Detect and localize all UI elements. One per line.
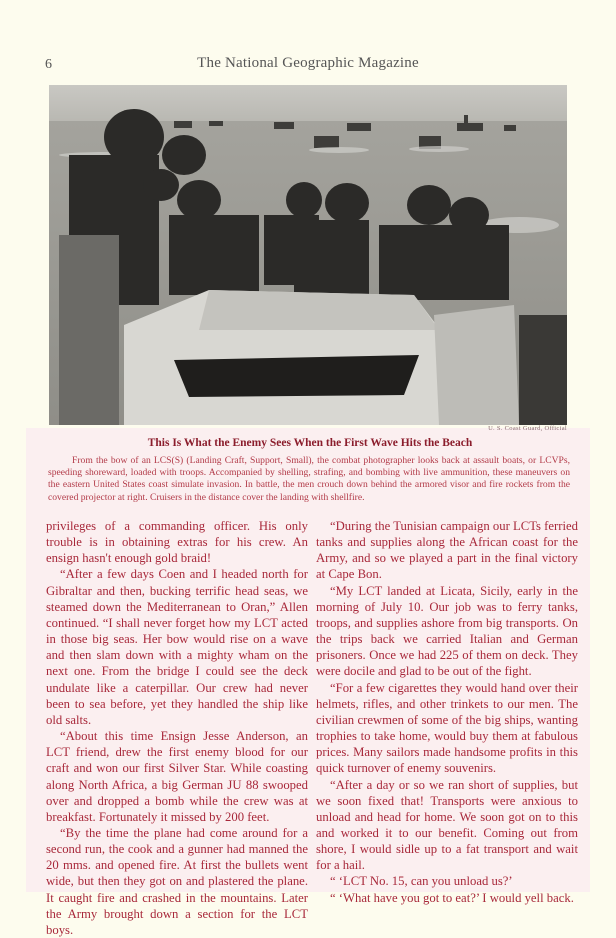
text-column-right (316, 518, 578, 906)
photo-illustration (49, 85, 567, 425)
photograph-landing-craft (49, 85, 567, 425)
paragraph: “About this time Ensign Jesse Anderson, an LCT friend, drew the first enemy blood for our craft and won our first Silver Star. While coasting along North Africa, a big German JU 88 swooped over and dropped a bomb while the crew was at breakfast. Fortunately it missed by 200 feet. (46, 729, 308, 824)
running-head: The National Geographic Magazine (197, 55, 419, 71)
paragraph: “My LCT landed at Licata, Sicily, early in the morning of July 10. Our job was to ferry tanks, troops, and supplies ashore from big transports. On the trips back we carried Italian and German prisoners. Once we had 225 of them on deck. They were docile and glad to be out of the fight. (316, 583, 578, 679)
paragraph: “ ‘LCT No. 15, can you unload us?’ (330, 874, 513, 889)
paragraph: “During the Tunisian campaign our LCTs ferried tanks and supplies along the African coast for the Army, and so we played a part in the final victory at Cape Bon. (316, 519, 578, 582)
photo-credit: U. S. Coast Guard, Official (488, 425, 567, 432)
text-column-left (46, 518, 308, 938)
caption-body: From the bow of an LCS(S) (Landing Craft, Support, Small), the combat photographer looks back at assault boats, or LCVPs, speeding shoreward, loaded with troops. Accompanied by shelling, strafing, and bombing with live ammunition, these maneuvers on the eastern United States coast simulate invasion. In battle, the men crouch down behind the armored visor and fire rockets from the covered projector at right. Cruisers in the distance cover the landing with shellfire. (48, 455, 570, 503)
paragraph: “After a day or so we ran short of supplies, but we soon fixed that! Transports were anxious to unload and head for home. We soon got on to this and worked it to our benefit. Coming out from shore, I would sidle up to a fat transport and wait for a hail. (316, 777, 578, 873)
armored-visor (124, 290, 567, 425)
page-number: 6 (45, 57, 52, 72)
paragraph: privileges of a commanding officer. His only trouble is in obtaining extras for his crew. An ensign hasn't enough gold braid! (46, 519, 308, 566)
paragraph: “ ‘What have you got to eat?’ I would yell back. (330, 890, 574, 905)
caption-title: This Is What the Enemy Sees When the First Wave Hits the Beach (147, 437, 473, 449)
paragraph: “After a few days Coen and I headed north for Gibraltar and then, bucking terrific head seas, we steamed down the Mediterranean to Oran,” Allen continued. “I shall never forget how my LCT acted in those big seas. Her bow would rise on a wave and then slam down with a mighty wham on the next one. From the bridge I could see the deck undulate like a caterpillar. Our crew had never been to sea before, yet they handled the ship like old salts. (46, 567, 308, 727)
paragraph: “For a few cigarettes they would hand over their helmets, rifles, and other trinkets to our men. The civilian crewmen of some of the big ships, wanting trophies to take home, would buy them at fabulous prices. Many sailors made handsome profits in this quick turnover of enemy souvenirs. (316, 680, 578, 776)
paragraph: “By the time the plane had come around for a second run, the cook and a gunner had manned the 20 mms. and opened fire. At first the bullets went wide, but then they got on and plastered the plane. It caught fire and crashed in the mountains. Later the Army brought down a section for the LCT boys. (46, 825, 308, 937)
